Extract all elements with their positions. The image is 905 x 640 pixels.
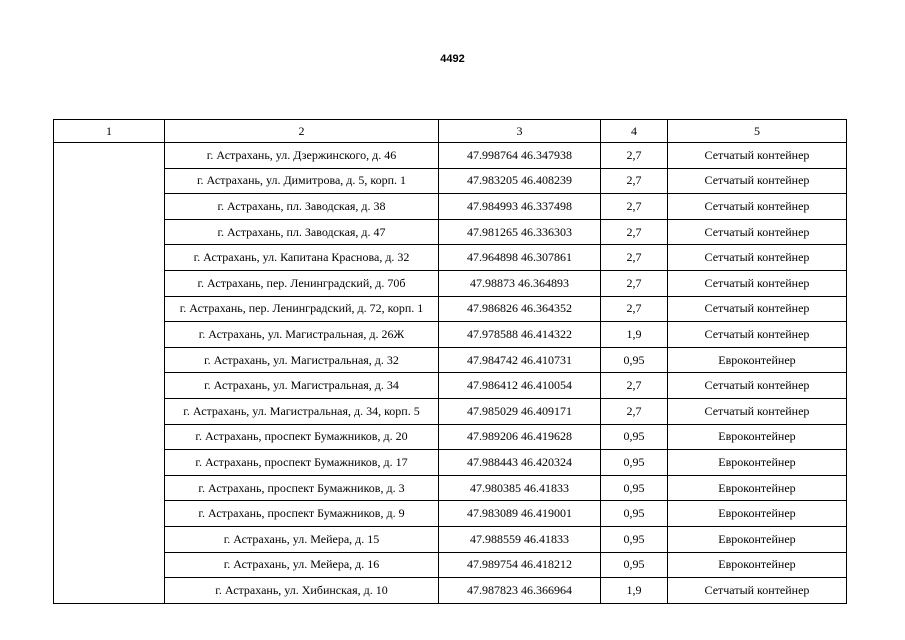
coordinates-cell: 47.983089 46.419001 bbox=[439, 501, 601, 527]
table-row bbox=[54, 552, 847, 578]
table-row bbox=[54, 450, 847, 476]
coordinates-cell: 47.985029 46.409171 bbox=[439, 398, 601, 424]
table-row bbox=[54, 143, 847, 169]
volume-cell: 2,7 bbox=[601, 245, 668, 271]
address-cell: г. Астрахань, проспект Бумажников, д. 9 bbox=[165, 501, 439, 527]
container-type-cell: Сетчатый контейнер bbox=[668, 322, 847, 348]
container-type-cell: Сетчатый контейнер bbox=[668, 245, 847, 271]
coordinates-cell: 47.964898 46.307861 bbox=[439, 245, 601, 271]
coordinates-cell: 47.981265 46.336303 bbox=[439, 219, 601, 245]
container-type-cell: Сетчатый контейнер bbox=[668, 270, 847, 296]
page-number: 4492 bbox=[440, 53, 465, 65]
container-type-cell: Сетчатый контейнер bbox=[668, 143, 847, 169]
volume-cell: 0,95 bbox=[601, 347, 668, 373]
address-cell: г. Астрахань, ул. Капитана Краснова, д. 32 bbox=[165, 245, 439, 271]
volume-cell: 2,7 bbox=[601, 398, 668, 424]
container-type-cell: Евроконтейнер bbox=[668, 501, 847, 527]
volume-cell: 0,95 bbox=[601, 552, 668, 578]
container-type-cell: Евроконтейнер bbox=[668, 450, 847, 476]
address-cell: г. Астрахань, ул. Магистральная, д. 34, корп. 5 bbox=[165, 398, 439, 424]
coordinates-cell: 47.987823 46.366964 bbox=[439, 578, 601, 604]
container-type-cell: Евроконтейнер bbox=[668, 526, 847, 552]
coordinates-cell: 47.978588 46.414322 bbox=[439, 322, 601, 348]
container-sites-table bbox=[53, 119, 847, 604]
column-header-1: 1 bbox=[54, 120, 165, 143]
volume-cell: 0,95 bbox=[601, 501, 668, 527]
table-row bbox=[54, 578, 847, 604]
address-cell: г. Астрахань, пер. Ленинградский, д. 72, корп. 1 bbox=[165, 296, 439, 322]
table-row bbox=[54, 270, 847, 296]
address-cell: г. Астрахань, ул. Дзержинского, д. 46 bbox=[165, 143, 439, 169]
address-cell: г. Астрахань, проспект Бумажников, д. 17 bbox=[165, 450, 439, 476]
volume-cell: 1,9 bbox=[601, 578, 668, 604]
address-cell: г. Астрахань, ул. Хибинская, д. 10 bbox=[165, 578, 439, 604]
coordinates-cell: 47.986826 46.364352 bbox=[439, 296, 601, 322]
container-type-cell: Евроконтейнер bbox=[668, 552, 847, 578]
table-row bbox=[54, 475, 847, 501]
container-type-cell: Сетчатый контейнер bbox=[668, 219, 847, 245]
volume-cell: 2,7 bbox=[601, 194, 668, 220]
table-row bbox=[54, 168, 847, 194]
address-cell: г. Астрахань, ул. Магистральная, д. 34 bbox=[165, 373, 439, 399]
container-type-cell: Сетчатый контейнер bbox=[668, 168, 847, 194]
coordinates-cell: 47.983205 46.408239 bbox=[439, 168, 601, 194]
volume-cell: 0,95 bbox=[601, 526, 668, 552]
table-row bbox=[54, 373, 847, 399]
coordinates-cell: 47.988443 46.420324 bbox=[439, 450, 601, 476]
volume-cell: 2,7 bbox=[601, 168, 668, 194]
column-header-3: 3 bbox=[439, 120, 601, 143]
volume-cell: 0,95 bbox=[601, 450, 668, 476]
address-cell: г. Астрахань, ул. Магистральная, д. 32 bbox=[165, 347, 439, 373]
coordinates-cell: 47.984742 46.410731 bbox=[439, 347, 601, 373]
coordinates-cell: 47.98873 46.364893 bbox=[439, 270, 601, 296]
volume-cell: 0,95 bbox=[601, 475, 668, 501]
container-type-cell: Евроконтейнер bbox=[668, 347, 847, 373]
table-row bbox=[54, 501, 847, 527]
volume-cell: 2,7 bbox=[601, 219, 668, 245]
coordinates-cell: 47.988559 46.41833 bbox=[439, 526, 601, 552]
table-row bbox=[54, 219, 847, 245]
column-header-2: 2 bbox=[165, 120, 439, 143]
container-type-cell: Евроконтейнер bbox=[668, 424, 847, 450]
table-row bbox=[54, 347, 847, 373]
address-cell: г. Астрахань, пер. Ленинградский, д. 70б bbox=[165, 270, 439, 296]
table-row bbox=[54, 398, 847, 424]
row-number-cell bbox=[54, 143, 165, 604]
volume-cell: 0,95 bbox=[601, 424, 668, 450]
table-row bbox=[54, 245, 847, 271]
volume-cell: 2,7 bbox=[601, 270, 668, 296]
address-cell: г. Астрахань, ул. Магистральная, д. 26Ж bbox=[165, 322, 439, 348]
address-cell: г. Астрахань, ул. Мейера, д. 16 bbox=[165, 552, 439, 578]
table-row bbox=[54, 296, 847, 322]
container-type-cell: Сетчатый контейнер bbox=[668, 398, 847, 424]
container-type-cell: Сетчатый контейнер bbox=[668, 578, 847, 604]
table-row bbox=[54, 194, 847, 220]
container-type-cell: Сетчатый контейнер bbox=[668, 373, 847, 399]
address-cell: г. Астрахань, ул. Димитрова, д. 5, корп. 1 bbox=[165, 168, 439, 194]
address-cell: г. Астрахань, проспект Бумажников, д. 20 bbox=[165, 424, 439, 450]
volume-cell: 2,7 bbox=[601, 296, 668, 322]
address-cell: г. Астрахань, пл. Заводская, д. 47 bbox=[165, 219, 439, 245]
container-type-cell: Евроконтейнер bbox=[668, 475, 847, 501]
coordinates-cell: 47.989206 46.419628 bbox=[439, 424, 601, 450]
table-header-row bbox=[54, 120, 847, 143]
address-cell: г. Астрахань, проспект Бумажников, д. 3 bbox=[165, 475, 439, 501]
volume-cell: 1,9 bbox=[601, 322, 668, 348]
table-row bbox=[54, 526, 847, 552]
coordinates-cell: 47.986412 46.410054 bbox=[439, 373, 601, 399]
table-body bbox=[54, 143, 847, 604]
table-row bbox=[54, 424, 847, 450]
volume-cell: 2,7 bbox=[601, 143, 668, 169]
column-header-4: 4 bbox=[601, 120, 668, 143]
volume-cell: 2,7 bbox=[601, 373, 668, 399]
address-cell: г. Астрахань, ул. Мейера, д. 15 bbox=[165, 526, 439, 552]
address-cell: г. Астрахань, пл. Заводская, д. 38 bbox=[165, 194, 439, 220]
container-type-cell: Сетчатый контейнер bbox=[668, 296, 847, 322]
coordinates-cell: 47.998764 46.347938 bbox=[439, 143, 601, 169]
container-type-cell: Сетчатый контейнер bbox=[668, 194, 847, 220]
table-row bbox=[54, 322, 847, 348]
coordinates-cell: 47.989754 46.418212 bbox=[439, 552, 601, 578]
coordinates-cell: 47.984993 46.337498 bbox=[439, 194, 601, 220]
coordinates-cell: 47.980385 46.41833 bbox=[439, 475, 601, 501]
column-header-5: 5 bbox=[668, 120, 847, 143]
